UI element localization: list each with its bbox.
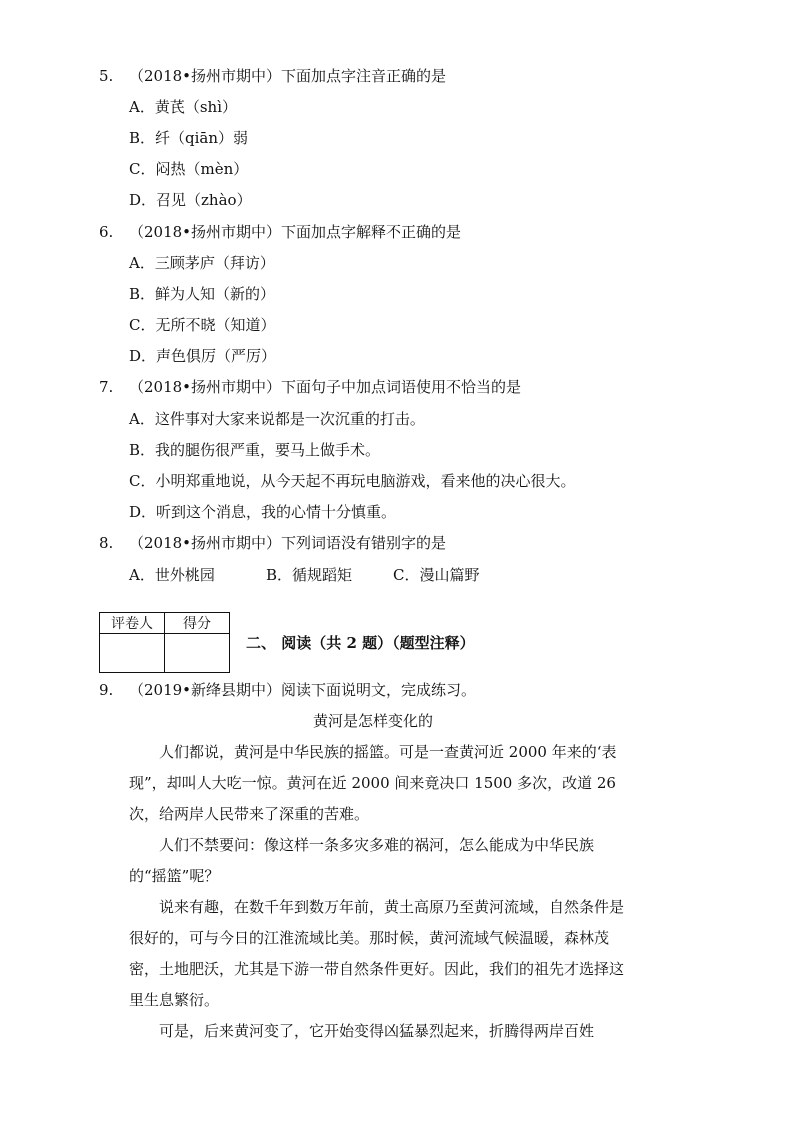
q8-number: 8. — [99, 534, 114, 552]
q7-number: 7. — [99, 378, 114, 396]
grader-cell — [100, 634, 165, 673]
q6-stem: （2018•扬州市期中）下面加点字解释不正确的是 — [129, 223, 462, 241]
article-paragraph: 说来有趣，在数千年到数万年前，黄土高原乃至黄河流域，自然条件是很好的，可与今日的江淮流域比美。那时候，黄河流域气候温暖，森林茂密，土地肥沃，尤其是下游一带自然条件更好。因此，我们的祖先才选择这里生息繁衍。 — [129, 898, 625, 1009]
q5-option-a: A．黄芪（shì） — [129, 98, 237, 116]
score-table — [99, 612, 230, 673]
q6-option-b: B．鲜为人知（新的） — [129, 285, 276, 303]
q6-option-a: A．三顾茅庐（拜访） — [129, 254, 275, 272]
q7-option-d: D．听到这个消息，我的心情十分慎重。 — [129, 503, 397, 521]
article-title: 黄河是怎样变化的 — [313, 712, 434, 730]
q5-option-b: B．纤（qiān）弱 — [129, 129, 249, 147]
score-cell — [165, 634, 230, 673]
q7-option-a: A．这件事对大家来说都是一次沉重的打击。 — [129, 410, 425, 428]
q8-option-a: A．世外桃园 — [129, 566, 215, 584]
q7-option-c: C．小明郑重地说，从今天起不再玩电脑游戏，看来他的决心很大。 — [129, 472, 576, 490]
article-paragraph: 人们不禁要问：像这样一条多灾多难的祸河，怎么能成为中华民族的“摇篮”呢？ — [129, 836, 595, 885]
q5-stem: （2018•扬州市期中）下面加点字注音正确的是 — [129, 67, 447, 85]
q6-option-c: C．无所不晓（知道） — [129, 316, 276, 334]
grader-header: 评卷人 — [100, 613, 165, 634]
q6-option-d: D．声色俱厉（严厉） — [129, 347, 277, 365]
q8-option-c: C．漫山篇野 — [393, 566, 480, 584]
score-header: 得分 — [165, 613, 230, 634]
q9-stem: （2019•新绛县期中）阅读下面说明文，完成练习。 — [129, 681, 477, 699]
section-heading: 二、 阅读（共 2 题）（题型注释） — [246, 634, 475, 652]
q5-number: 5. — [99, 67, 114, 85]
q6-number: 6. — [99, 223, 114, 241]
q7-stem: （2018•扬州市期中）下面句子中加点词语使用不恰当的是 — [129, 378, 522, 396]
q9-number: 9. — [99, 681, 114, 699]
q8-option-b: B．循规蹈矩 — [266, 566, 353, 584]
q5-option-d: D．召见（zhào） — [129, 191, 252, 209]
article-paragraph: 人们都说，黄河是中华民族的摇篮。可是一查黄河近 2000 年来的‘表现”，却叫人大吃一惊。黄河在近 2000 间来竟决口 1500 多次，改道 26 次，给两岸人民带来了深重的苦难。 — [129, 743, 617, 823]
q7-option-b: B．我的腿伤很严重，要马上做手术。 — [129, 441, 381, 459]
q8-stem: （2018•扬州市期中）下列词语没有错别字的是 — [129, 534, 447, 552]
q5-option-c: C．闷热（mèn） — [129, 160, 249, 178]
article-paragraph: 可是，后来黄河变了，它开始变得凶猛暴烈起来，折腾得两岸百姓 — [159, 1022, 595, 1040]
